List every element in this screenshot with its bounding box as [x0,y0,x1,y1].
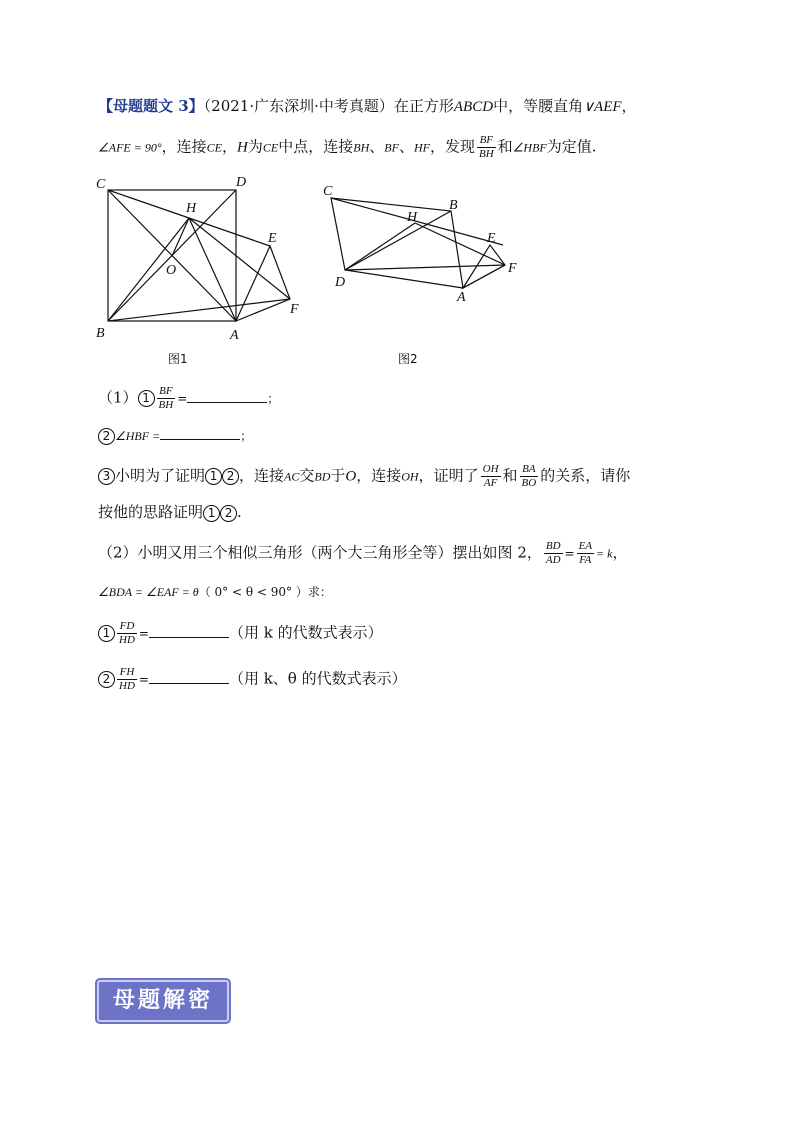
question-2-intro [98,540,628,567]
equals-sign: = [177,391,188,406]
label-f: F [508,261,517,276]
fraction-denominator: AF [483,477,498,489]
problem-tag: 【母题题文 3】 [98,97,204,115]
fraction-numerator: BF [477,134,496,148]
fraction-fh-hd [117,666,137,693]
segment-db [345,211,451,270]
segment-ce: CE [262,140,279,155]
answer-blank[interactable] [187,388,267,403]
problem-source: （2021·广东深圳·中考真题）在正方形 [203,97,454,115]
text-fragment: （2）小明又用三个相似三角形（两个大三角形全等）摆出如图 2， [98,543,542,562]
fraction-fd-hd [117,620,137,647]
text-fragment: ，发现 [429,137,475,156]
fraction-numerator: BD [545,540,561,552]
text-fragment: ； [240,429,253,443]
triangle-name: ∨AEF [583,99,622,115]
label-h: H [186,201,197,216]
angle-hbf: ∠HBF = [115,429,161,443]
figure-2-caption: 图2 [398,352,418,366]
segment-df [345,265,505,270]
angle-afe: ∠AFE = 90° [98,140,162,155]
figure-1-caption: 图1 [168,352,188,366]
text-fragment: ，连接 [356,466,402,485]
fraction-denominator: BH [478,148,494,160]
fraction-bf-bh [477,134,496,161]
segment-bd: BD [314,469,331,484]
label-c: C [96,177,106,192]
equals-k: = k [596,546,613,561]
label-a: A [230,328,239,343]
segment-af [463,265,505,288]
text-fragment: 的关系，请你 [540,466,631,485]
fraction-ea-fa [577,540,594,567]
circled-number: 2 [98,428,115,445]
segment-ce: CE [206,140,223,155]
section-badge-label: 母题解密 [112,988,213,1013]
point-o: O [345,468,357,485]
text-fragment: 、 [398,137,414,156]
answer-blank[interactable] [149,669,229,684]
circled-number: 1 [205,468,222,485]
angle-condition: ∠BDA = ∠EAF = θ [98,585,199,599]
question-2-condition [98,581,332,602]
fraction-numerator: FH [117,666,137,680]
angle-hbf: ∠HBF [512,140,547,155]
circled-number: 1 [98,625,115,642]
problem-line-1 [98,96,637,117]
question-2-1 [98,620,383,647]
point-h: H [237,139,248,156]
fraction-oh-af [481,463,501,490]
text-fragment: 于 [330,466,346,485]
label-f: F [290,302,299,317]
text-fragment: ， [612,543,628,562]
segment-bh: BH [353,140,370,155]
segment-dh [345,223,415,270]
circled-number: 1 [203,505,220,522]
circled-number: 2 [98,671,115,688]
fraction-numerator: OH [482,463,499,475]
label-e: E [487,231,496,246]
text-fragment: 交 [299,466,315,485]
label-d: D [335,275,346,290]
segment-bh [108,218,189,321]
fraction-ba-bo [520,463,539,490]
fraction-numerator: FD [117,620,137,634]
text-fragment: ， [222,137,238,156]
fraction-numerator: BF [157,385,176,399]
fraction-numerator: EA [578,540,593,552]
label-b: B [449,198,458,213]
figure-2 [315,175,535,310]
question-1-3 [98,463,630,490]
text-fragment: 和 [497,137,513,156]
triangle-aef [236,246,290,321]
label-o: O [166,263,177,278]
question-1-2 [98,425,252,446]
text-fragment: （用 k、θ 的代数式表示） [228,669,407,688]
text-fragment: 中点，连接 [278,137,354,156]
text-fragment: 、 [369,137,385,156]
question-1-1 [98,385,279,412]
label-e: E [268,231,277,246]
fraction-numerator: BA [520,463,539,477]
text-fragment: ， [621,97,637,115]
question-number: （1） [98,388,138,407]
text-fragment: 按他的思路证明 [98,503,204,521]
circled-number: 1 [138,390,155,407]
text-fragment: ，连接 [161,137,207,156]
circled-number: 2 [222,468,239,485]
fraction-bf-bh [157,385,176,412]
answer-blank[interactable] [149,623,229,638]
text-fragment: ； [267,391,280,406]
text-fragment: 为 [247,137,263,156]
label-d: D [236,175,247,190]
equals-sign: = [138,626,149,641]
segment-bf: BF [384,140,399,155]
angle-range: （ 0° < θ < 90° ）求： [198,585,332,599]
segment-hf: HF [413,140,430,155]
text-fragment: ，连接 [239,466,285,485]
answer-blank[interactable] [160,425,240,440]
fraction-denominator: HD [119,634,135,646]
fraction-denominator: HD [119,680,135,692]
label-h: H [407,210,418,225]
square-name: ABCD [453,99,494,115]
label-b: B [96,326,105,341]
quadrilateral-cbad [331,198,463,288]
label-a: A [457,290,466,305]
text-fragment: 小明为了证明 [115,466,206,485]
problem-line-2 [98,134,597,161]
fraction-denominator: FA [579,554,592,566]
fraction-denominator: BO [521,477,537,489]
figure-1 [90,170,320,350]
text-fragment: 为定值. [546,137,597,156]
equals-sign: = [138,672,149,687]
segment-oh: OH [401,469,419,484]
text-fragment: （用 k 的代数式表示） [228,623,383,642]
label-c: C [323,184,333,199]
circled-number: 3 [98,468,115,485]
fraction-denominator: BH [158,399,174,411]
text-fragment: ，证明了 [418,466,479,485]
segment-ac: AC [284,469,300,484]
text-fragment: 和 [502,466,518,485]
question-2-2 [98,666,407,693]
text-fragment: 中，等腰直角 [493,97,584,115]
fraction-denominator: AD [545,554,561,566]
question-1-3-cont [98,502,242,522]
equals-sign: = [564,546,575,561]
section-badge [97,980,229,1022]
segment-ah [189,218,236,321]
text-fragment: . [237,503,242,521]
fraction-bd-ad [544,540,563,567]
circled-number: 2 [220,505,237,522]
